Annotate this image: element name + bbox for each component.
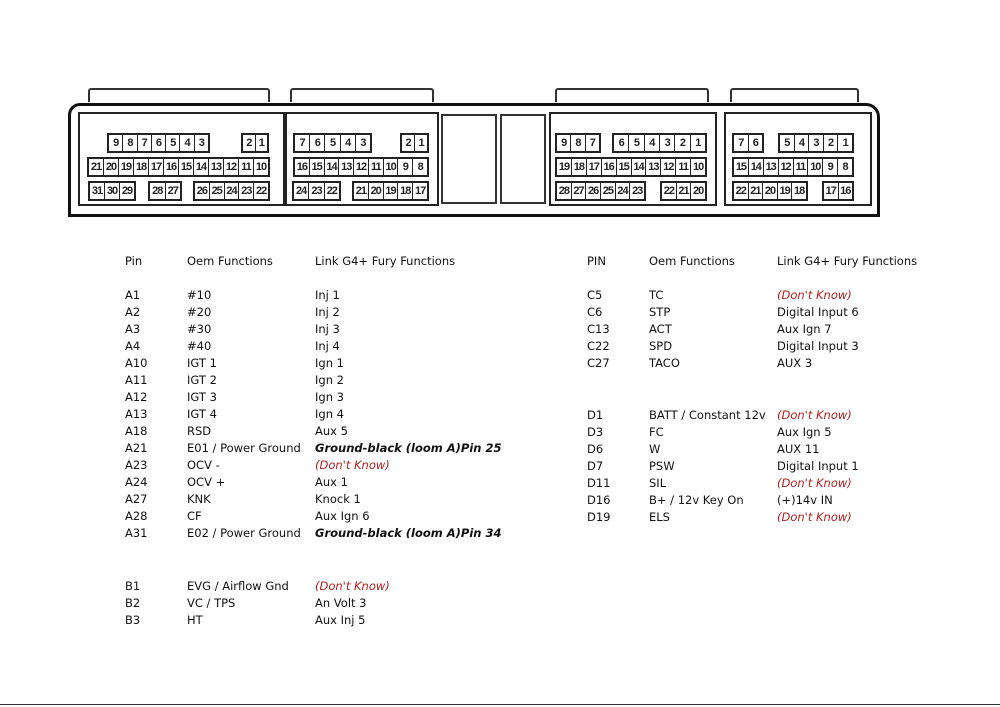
pin-group xyxy=(293,133,372,153)
pin-number: 21 xyxy=(89,159,104,175)
pin-cell: D1 xyxy=(587,408,604,422)
oem-function-cell: E01 / Power Ground xyxy=(187,441,301,455)
pin-cell: A27 xyxy=(125,492,148,506)
link-function-cell: (Don't Know) xyxy=(777,408,852,422)
pin-number: 12 xyxy=(661,159,676,175)
pin-number: 24 xyxy=(616,183,631,199)
link-function-cell: (Don't Know) xyxy=(315,579,390,593)
link-function-cell: Aux 1 xyxy=(315,475,348,489)
link-function-cell: An Volt 3 xyxy=(315,596,367,610)
column-header: Pin xyxy=(125,254,143,268)
pin-number: 10 xyxy=(692,161,704,173)
pin-number: 10 xyxy=(808,159,823,175)
pin-number: 14 xyxy=(749,159,764,175)
link-function-cell: Knock 1 xyxy=(315,492,361,506)
pin-cell: A12 xyxy=(125,390,148,404)
pin-number: 10 xyxy=(384,159,399,175)
pin-number: 12 xyxy=(779,159,794,175)
pin-number: 14 xyxy=(325,159,340,175)
pin-number: 1 xyxy=(842,137,848,149)
pin-cell: A4 xyxy=(125,339,141,353)
pin-number: 4 xyxy=(341,135,356,151)
pin-group xyxy=(612,133,707,153)
pin-number: 20 xyxy=(104,159,119,175)
pin-number: 7 xyxy=(295,135,310,151)
pin-number: 2 xyxy=(824,135,839,151)
oem-function-cell: B+ / 12v Key On xyxy=(649,493,744,507)
pin-number: 18 xyxy=(794,185,805,197)
link-function-cell: Inj 4 xyxy=(315,339,340,353)
pin-number: 26 xyxy=(586,183,601,199)
pin-number: 10 xyxy=(255,161,267,173)
pin-number: 20 xyxy=(763,183,778,199)
oem-function-cell: HT xyxy=(187,613,203,627)
pin-number: 17 xyxy=(414,185,426,197)
pin-number: 6 xyxy=(752,137,758,149)
link-function-cell: Ign 1 xyxy=(315,356,344,370)
pin-number: 29 xyxy=(121,185,133,197)
link-function-cell: Digital Input 1 xyxy=(777,459,859,473)
oem-function-cell: SPD xyxy=(649,339,673,353)
pin-group xyxy=(352,181,429,201)
pin-number: 16 xyxy=(295,159,310,175)
pin-number: 15 xyxy=(734,159,749,175)
oem-function-cell: EVG / Airflow Gnd xyxy=(187,579,289,593)
connector-bracket xyxy=(730,88,859,102)
oem-function-cell: TC xyxy=(649,288,664,302)
pin-number: 11 xyxy=(369,159,384,175)
pin-number: 27 xyxy=(572,183,587,199)
link-function-cell: Ign 4 xyxy=(315,407,344,421)
pin-group xyxy=(148,181,182,201)
column-header: Link G4+ Fury Functions xyxy=(315,254,456,268)
pin-number: 7 xyxy=(734,135,749,151)
pin-number: 16 xyxy=(840,185,851,197)
link-function-cell: Aux Ign 7 xyxy=(777,322,832,336)
pin-number: 22 xyxy=(734,183,749,199)
pin-number: 9 xyxy=(109,135,123,151)
link-function-cell: Ign 2 xyxy=(315,373,344,387)
pin-group xyxy=(293,157,429,177)
pin-number: 6 xyxy=(152,135,166,151)
oem-function-cell: #10 xyxy=(187,288,212,302)
pin-group xyxy=(193,181,270,201)
pin-number: 15 xyxy=(310,159,325,175)
pin-number: 20 xyxy=(693,185,704,197)
pin-number: 22 xyxy=(255,185,267,197)
page-divider xyxy=(0,704,1000,705)
oem-function-cell: IGT 1 xyxy=(187,356,217,370)
pin-number: 2 xyxy=(243,135,256,151)
pin-number: 24 xyxy=(294,183,309,199)
link-function-cell: Aux 5 xyxy=(315,424,348,438)
link-function-cell: (Don't Know) xyxy=(777,510,852,524)
pin-number: 7 xyxy=(138,135,152,151)
pin-number: 13 xyxy=(646,159,661,175)
oem-function-cell: OCV - xyxy=(187,458,220,472)
pin-cell: A11 xyxy=(125,373,148,387)
pin-number: 21 xyxy=(749,183,764,199)
pin-number: 28 xyxy=(557,183,572,199)
pin-group xyxy=(732,157,854,177)
link-function-cell: Aux Inj 5 xyxy=(315,613,366,627)
pin-group xyxy=(822,181,854,201)
oem-function-cell: #20 xyxy=(187,305,212,319)
column-header: PIN xyxy=(587,254,606,268)
pin-group xyxy=(555,157,707,177)
link-function-cell: Digital Input 6 xyxy=(777,305,859,319)
link-function-cell: Ground-black (loom A)Pin 25 xyxy=(315,441,502,455)
link-function-cell: (Don't Know) xyxy=(315,458,390,472)
oem-function-cell: IGT 4 xyxy=(187,407,217,421)
link-function-cell: (Don't Know) xyxy=(777,476,852,490)
pin-cell: A13 xyxy=(125,407,148,421)
pin-group xyxy=(241,133,269,153)
pin-number: 17 xyxy=(149,159,164,175)
pin-cell: D3 xyxy=(587,425,604,439)
pin-number: 19 xyxy=(384,183,399,199)
oem-function-cell: IGT 3 xyxy=(187,390,217,404)
pin-number: 8 xyxy=(571,135,585,151)
oem-function-cell: E02 / Power Ground xyxy=(187,526,301,540)
pin-number: 13 xyxy=(209,159,224,175)
pin-number: 16 xyxy=(602,159,617,175)
pin-number: 3 xyxy=(198,137,204,149)
pin-number: 1 xyxy=(418,137,424,149)
oem-function-cell: OCV + xyxy=(187,475,226,489)
column-header: Oem Functions xyxy=(649,254,735,268)
pin-number: 11 xyxy=(239,159,254,175)
pin-number: 17 xyxy=(587,159,602,175)
pin-number: 18 xyxy=(572,159,587,175)
oem-function-cell: CF xyxy=(187,509,202,523)
pin-number: 3 xyxy=(360,137,366,149)
oem-function-cell: IGT 2 xyxy=(187,373,217,387)
pin-number: 8 xyxy=(842,161,848,173)
pin-group xyxy=(660,181,707,201)
pin-number: 23 xyxy=(239,183,254,199)
pin-cell: C5 xyxy=(587,288,603,302)
blank-slot xyxy=(441,114,497,204)
oem-function-cell: ELS xyxy=(649,510,670,524)
connector-bracket xyxy=(88,88,270,102)
pin-group xyxy=(107,133,210,153)
oem-function-cell: W xyxy=(649,442,661,456)
pin-number: 1 xyxy=(258,137,264,149)
pin-group xyxy=(555,181,646,201)
link-function-cell: Ground-black (loom A)Pin 34 xyxy=(315,526,502,540)
pin-number: 11 xyxy=(794,159,809,175)
pin-number: 8 xyxy=(417,161,423,173)
oem-function-cell: PSW xyxy=(649,459,675,473)
pin-number: 6 xyxy=(310,135,325,151)
pin-number: 9 xyxy=(398,159,413,175)
pin-number: 19 xyxy=(778,183,793,199)
pin-cell: D19 xyxy=(587,510,611,524)
link-function-cell: Inj 3 xyxy=(315,322,340,336)
pin-number: 27 xyxy=(167,185,178,197)
pin-number: 13 xyxy=(339,159,354,175)
pin-number: 14 xyxy=(194,159,209,175)
pin-number: 13 xyxy=(764,159,779,175)
connector-bracket xyxy=(290,88,434,102)
pin-number: 14 xyxy=(632,159,647,175)
pin-cell: A24 xyxy=(125,475,148,489)
pin-group xyxy=(400,133,429,153)
blank-slot xyxy=(500,114,546,204)
pin-group xyxy=(732,181,808,201)
pin-number: 30 xyxy=(105,183,120,199)
pin-number: 16 xyxy=(164,159,179,175)
pin-number: 1 xyxy=(695,137,701,149)
pin-number: 24 xyxy=(225,183,240,199)
pin-number: 23 xyxy=(632,185,643,197)
pin-number: 2 xyxy=(402,135,415,151)
pin-cell: D16 xyxy=(587,493,611,507)
pin-cell: D11 xyxy=(587,476,611,490)
pin-number: 5 xyxy=(325,135,340,151)
column-header: Link G4+ Fury Functions xyxy=(777,254,918,268)
pin-cell: A2 xyxy=(125,305,141,319)
pin-group xyxy=(555,133,601,153)
oem-function-cell: #30 xyxy=(187,322,212,336)
pin-cell: A18 xyxy=(125,424,148,438)
pin-cell: C27 xyxy=(587,356,610,370)
pin-number: 8 xyxy=(123,135,137,151)
pin-number: 21 xyxy=(354,183,369,199)
pin-number: 19 xyxy=(119,159,134,175)
link-function-cell: Inj 1 xyxy=(315,288,340,302)
oem-function-cell: BATT / Constant 12v xyxy=(649,408,766,422)
pin-number: 23 xyxy=(309,183,324,199)
pin-number: 20 xyxy=(369,183,384,199)
pin-group xyxy=(87,157,270,177)
pin-number: 4 xyxy=(180,135,194,151)
pin-cell: A21 xyxy=(125,441,148,455)
oem-function-cell: VC / TPS xyxy=(187,596,236,610)
pin-number: 15 xyxy=(179,159,194,175)
pin-number: 18 xyxy=(398,183,413,199)
oem-function-cell: KNK xyxy=(187,492,211,506)
pin-number: 5 xyxy=(166,135,180,151)
pin-number: 12 xyxy=(354,159,369,175)
pin-cell: C6 xyxy=(587,305,603,319)
pin-group xyxy=(88,181,136,201)
column-header: Oem Functions xyxy=(187,254,273,268)
pin-number: 28 xyxy=(150,183,166,199)
pin-cell: C22 xyxy=(587,339,610,353)
pin-number: 9 xyxy=(823,159,838,175)
pin-number: 9 xyxy=(557,135,571,151)
pin-number: 25 xyxy=(601,183,616,199)
connector-bracket xyxy=(555,88,709,102)
pin-number: 11 xyxy=(676,159,691,175)
pin-cell: A23 xyxy=(125,458,148,472)
pin-number: 3 xyxy=(660,135,675,151)
pin-number: 3 xyxy=(809,135,824,151)
link-function-cell: Aux Ign 5 xyxy=(777,425,832,439)
pin-cell: B1 xyxy=(125,579,141,593)
pin-cell: A31 xyxy=(125,526,148,540)
pin-number: 5 xyxy=(780,135,795,151)
pin-number: 4 xyxy=(645,135,660,151)
pin-number: 5 xyxy=(629,135,644,151)
link-function-cell: Digital Input 3 xyxy=(777,339,859,353)
oem-function-cell: RSD xyxy=(187,424,212,438)
pin-number: 17 xyxy=(824,183,839,199)
pin-number: 2 xyxy=(675,135,690,151)
pin-number: 25 xyxy=(210,183,225,199)
oem-function-cell: TACO xyxy=(649,356,680,370)
oem-function-cell: STP xyxy=(649,305,671,319)
link-function-cell: AUX 3 xyxy=(777,356,813,370)
pin-number: 21 xyxy=(677,183,692,199)
pin-cell: B3 xyxy=(125,613,141,627)
oem-function-cell: FC xyxy=(649,425,664,439)
pin-group xyxy=(778,133,854,153)
pin-number: 22 xyxy=(662,183,677,199)
oem-function-cell: SIL xyxy=(649,476,667,490)
pin-group xyxy=(732,133,764,153)
link-function-cell: (Don't Know) xyxy=(777,288,852,302)
link-function-cell: AUX 11 xyxy=(777,442,820,456)
pin-cell: D7 xyxy=(587,459,604,473)
pin-cell: C13 xyxy=(587,322,610,336)
ecu-connector-diagram xyxy=(0,0,1000,230)
pin-number: 19 xyxy=(557,159,572,175)
oem-function-cell: #40 xyxy=(187,339,212,353)
pin-cell: D6 xyxy=(587,442,604,456)
pin-cell: A1 xyxy=(125,288,141,302)
link-function-cell: Inj 2 xyxy=(315,305,340,319)
pin-number: 18 xyxy=(134,159,149,175)
pin-number: 31 xyxy=(90,183,105,199)
pin-number: 4 xyxy=(795,135,810,151)
pin-number: 6 xyxy=(614,135,629,151)
pin-number: 7 xyxy=(589,137,595,149)
pin-group xyxy=(292,181,341,201)
link-function-cell: (+)14v IN xyxy=(777,493,833,507)
pin-cell: A3 xyxy=(125,322,141,336)
pin-number: 22 xyxy=(326,185,337,197)
pin-number: 15 xyxy=(617,159,632,175)
pin-cell: A28 xyxy=(125,509,148,523)
link-function-cell: Aux Ign 6 xyxy=(315,509,370,523)
pin-number: 12 xyxy=(224,159,239,175)
pin-number: 26 xyxy=(195,183,210,199)
pin-cell: B2 xyxy=(125,596,141,610)
link-function-cell: Ign 3 xyxy=(315,390,344,404)
oem-function-cell: ACT xyxy=(649,322,672,336)
pin-cell: A10 xyxy=(125,356,148,370)
